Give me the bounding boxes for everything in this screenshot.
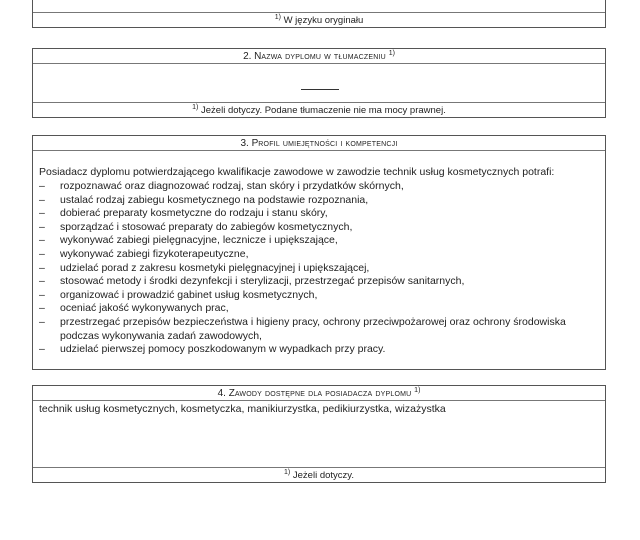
footnote-mark: 1) [388, 50, 395, 57]
list-item: – sporządzać i stosować preparaty do zabiegów kosmetycznych, [39, 220, 353, 233]
skills-intro: Posiadacz dyplomu potwierdzającego kwalifikacje zawodowe w zawodzie technik usług kosmetycznych potrafi: [39, 166, 555, 178]
list-item: – udzielać porad z zakresu kosmetyki pielęgnacyjnej i upiększającej, [39, 261, 370, 274]
section-skills-profile [32, 135, 606, 370]
bullet-dash: – [39, 343, 45, 356]
bullet-dash: – [39, 220, 45, 233]
bullet-dash: – [39, 275, 45, 288]
list-item: – oceniać jakość wykonywanych prac, [39, 302, 229, 315]
section-accessible-occupations [32, 385, 606, 483]
list-item: – organizować i prowadzić gabinet usług kosmetycznych, [39, 288, 318, 301]
footnote-text: Jeżeli dotyczy. Podane tłumaczenie nie ma mocy prawnej. [201, 105, 446, 116]
bullet-dash: – [39, 247, 45, 260]
list-item: – udzielać pierwszej pomocy poszkodowanym w wypadkach przy pracy. [39, 343, 386, 356]
footnote-translation [33, 102, 605, 117]
footnote-if-applicable [33, 467, 605, 482]
footnote-mark: 1) [414, 387, 421, 394]
section-original-title [32, 0, 606, 28]
footnote-mark: 1) [274, 14, 281, 21]
list-item: – wykonywać zabiegi pielęgnacyjne, lecznicze i upiększające, [39, 234, 338, 247]
bullet-dash: – [39, 261, 45, 274]
footnote-mark: 1) [192, 104, 199, 111]
section-translated-title [32, 48, 606, 118]
footnote-mark: 1) [284, 469, 291, 476]
list-item: – dobierać preparaty kosmetyczne do rodzaju i stanu skóry, [39, 207, 328, 220]
section-heading: 3. Profil umiejętności i kompetencji [33, 136, 605, 151]
skills-list [39, 180, 599, 357]
occupations-text: technik usług kosmetycznych, kosmetyczka, manikiurzystka, pedikiurzystka, wizażystka [39, 403, 446, 415]
bullet-dash: – [39, 180, 45, 192]
footnote-original-language [33, 12, 605, 27]
bullet-dash: – [39, 207, 45, 220]
bullet-dash: – [39, 302, 45, 315]
bullet-dash: – [39, 315, 45, 328]
list-item: – stosować metody i środki dezynfekcji i sterylizacji, przestrzegać przepisów sanitarnych, [39, 275, 465, 288]
bullet-dash: – [39, 288, 45, 301]
list-item: – wykonywać zabiegi fizykoterapeutyczne, [39, 247, 249, 260]
footnote-text: Jeżeli dotyczy. [292, 470, 354, 481]
bullet-dash: – [39, 234, 45, 247]
section-heading: 4. Zawody dostępne dla posiadacza dyplomu $^{1)}$ [33, 386, 605, 401]
list-item: – przestrzegać przepisów bezpieczeństwa i higieny pracy, ochrony przeciwpożarowej oraz ochrony środowiska podczas wykonywania zadań zawodowych, [39, 315, 566, 342]
empty-value-dash [301, 89, 339, 90]
list-item: – ustalać rodzaj zabiegu kosmetycznego na podstawie rozpoznania, [39, 193, 369, 206]
bullet-dash: – [39, 193, 45, 206]
section-heading: 2. Nazwa dyplomu w tłumaczeniu $^{1)}$ [33, 49, 605, 64]
footnote-text: W języku oryginału [283, 15, 364, 26]
list-item: – rozpoznawać oraz diagnozować rodzaj, stan skóry i przydatków skórnych, [39, 180, 404, 192]
